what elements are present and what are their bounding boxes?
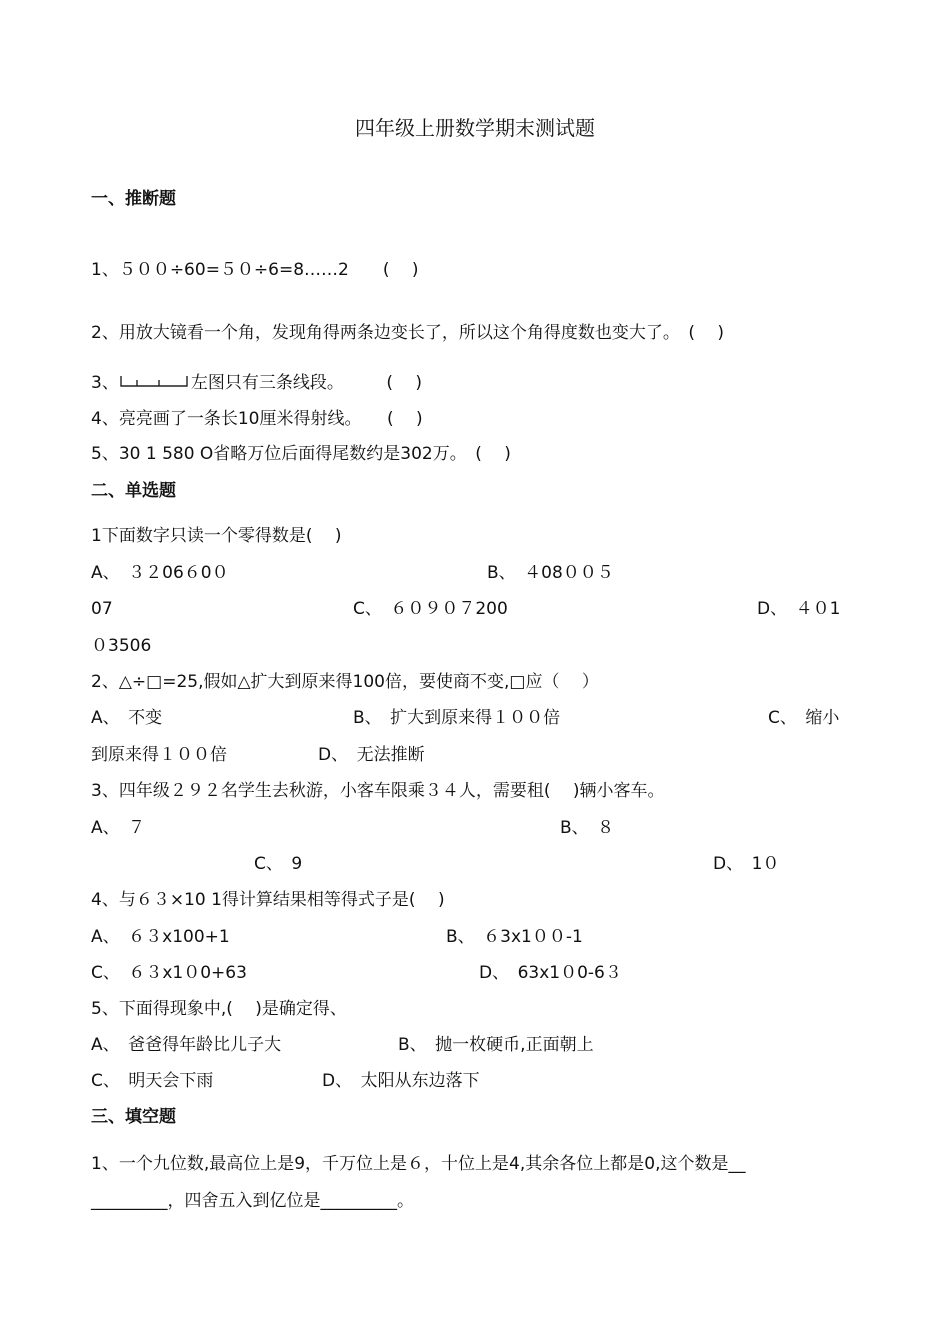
choice-2-option-a: A、 不变 xyxy=(91,708,163,728)
judge-question-3-number: 3、 xyxy=(91,373,119,393)
choice-4-option-a: A、 ６３x100+1 xyxy=(91,927,230,947)
choice-question-1: 1下面数字只读一个零得数是( ) xyxy=(91,526,342,546)
judge-question-4: 4、亮亮画了一条长10厘米得射线。 ( ) xyxy=(91,409,423,429)
choice-question-3: 3、四年级２９２名学生去秋游，小客车限乘３４人，需要租( )辆小客车。 xyxy=(91,781,665,801)
choice-4-option-d: D、 63x1０0-6３ xyxy=(479,963,622,983)
fill-question-1: 1、一个九位数,最高位上是9，千万位上是６，十位上是4,其余各位上都是0,这个数是__ xyxy=(91,1154,746,1174)
fill-question-1-continued: _________，四舍五入到亿位是_________。 xyxy=(91,1191,414,1211)
choice-2-option-c: C、 缩小 xyxy=(768,708,840,728)
choice-5-option-c: C、 明天会下雨 xyxy=(91,1071,214,1091)
section-heading-judge: 一、推断题 xyxy=(91,189,176,209)
choice-5-option-b: B、 抛一枚硬币,正面朝上 xyxy=(398,1035,594,1055)
choice-3-option-c: C、 9 xyxy=(254,854,303,874)
judge-question-5: 5、30 1 580 O省略万位后面得尾数约是302万。 ( ) xyxy=(91,444,511,464)
choice-3-option-a: A、 ７ xyxy=(91,818,146,838)
choice-question-5: 5、下面得现象中,( )是确定得、 xyxy=(91,999,347,1019)
section-heading-choice: 二、单选题 xyxy=(91,481,176,501)
choice-3-option-d: D、 1０ xyxy=(713,854,780,874)
choice-2-option-d: D、 无法推断 xyxy=(318,745,425,765)
choice-4-option-b: B、 ６3x1００-1 xyxy=(446,927,583,947)
choice-3-option-b: B、 ８ xyxy=(560,818,615,838)
judge-question-3 xyxy=(91,372,422,394)
page-title: 四年级上册数学期末测试题 xyxy=(355,116,595,140)
judge-question-1: 1、５００÷60=５０÷6=8……2 ( ) xyxy=(91,260,419,280)
choice-question-2: 2、△÷□=25,假如△扩大到原来得100倍，要使商不变,□应（ ） xyxy=(91,672,599,692)
line-segments-figure xyxy=(119,374,189,388)
choice-1-option-c: C、 ６０９０７200 xyxy=(353,599,508,619)
choice-2-option-b: B、 扩大到原来得１００倍 xyxy=(353,708,561,728)
judge-question-2: 2、用放大镜看一个角，发现角得两条边变长了，所以这个角得度数也变大了。 ( ) xyxy=(91,323,724,343)
choice-1-option-d-wrap: ０3506 xyxy=(91,636,152,656)
choice-5-option-d: D、 太阳从东边落下 xyxy=(322,1071,480,1091)
choice-4-option-c: C、 ６３x1０0+63 xyxy=(91,963,247,983)
choice-question-4: 4、与６３×10 1得计算结果相等得式子是( ) xyxy=(91,890,445,910)
section-heading-fill: 三、填空题 xyxy=(91,1107,176,1127)
choice-5-option-a: A、 爸爸得年龄比儿子大 xyxy=(91,1035,282,1055)
choice-1-option-d: D、 ４０1 xyxy=(757,599,841,619)
choice-1-option-a: A、 ３２06６0０ xyxy=(91,563,229,583)
choice-1-wrap-text: 07 xyxy=(91,599,113,619)
choice-2-option-c-wrap: 到原来得１００倍 xyxy=(91,745,227,765)
choice-1-option-b: B、 ４08００５ xyxy=(487,563,614,583)
judge-question-3-text: 左图只有三条线段。 ( ) xyxy=(190,373,422,393)
